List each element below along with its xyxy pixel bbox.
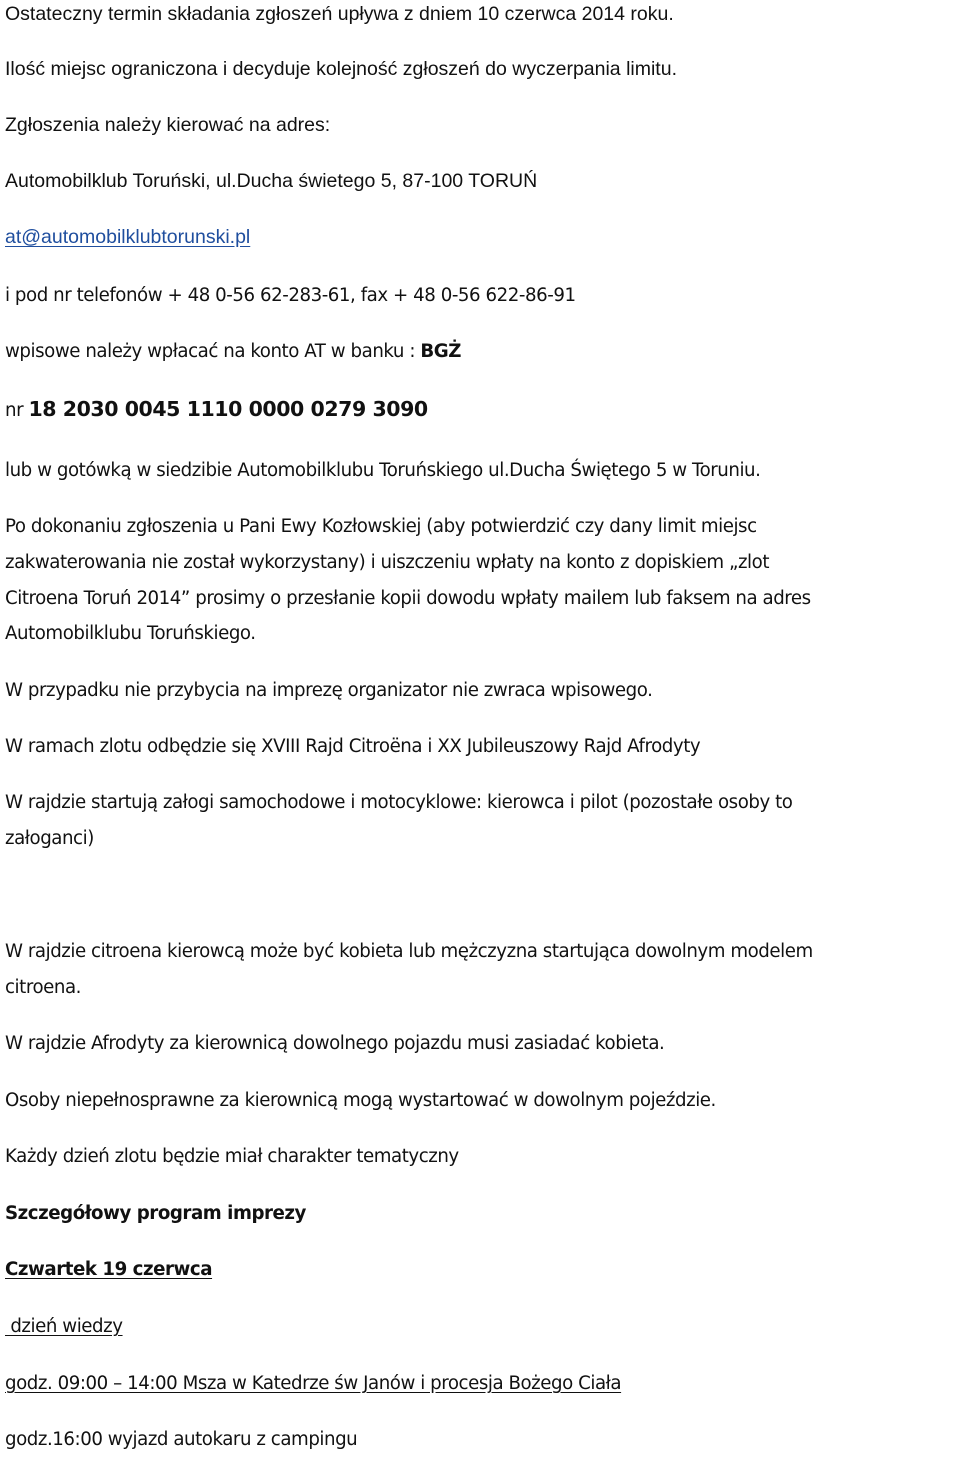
cash-payment-text: lub w gotówką w siedzibie Automobilklubu Toruńskiego ul.Ducha Świętego 5 w Toruniu. [5, 460, 761, 481]
confirmation-line: Po dokonaniu zgłoszenia u Pani Ewy Kozłowskiej (aby potwierdzić czy dany limit miejsc [5, 516, 757, 537]
bank-info [5, 334, 461, 369]
address-intro: Zgłoszenia należy kierować na adres: [5, 114, 331, 136]
theme-note: Każdy dzień zlotu będzie miał charakter tematyczny [5, 1146, 459, 1167]
deadline-text: Ostateczny termin składania zgłoszeń upływa z dniem 10 czerwca 2014 roku. [5, 3, 674, 25]
confirmation-line: Citroena Toruń 2014” prosimy o przesłanie kopii dowodu wpłaty mailem lub faksem na adres [5, 588, 811, 609]
afrodyta-driver-text: W rajdzie Afrodyty za kierownicą dowolnego pojazdu musi zasiadać kobieta. [5, 1033, 665, 1054]
crews-line: W rajdzie startują załogi samochodowe i motocyklowe: kierowca i pilot (pozostałe osoby to [5, 792, 793, 813]
confirmation-line: Automobilklubu Toruńskiego. [5, 623, 256, 644]
address-text: Automobilklub Toruński, ul.Ducha świetego 5, 87-100 TORUŃ [5, 170, 538, 192]
confirmation-line: zakwaterowania nie został wykorzystany) i uiszczeniu wpłaty na konto z dopiskiem „zlot [5, 552, 770, 573]
schedule-item: godz. 09:00 – 14:00 Msza w Katedrze św Janów i procesja Bożego Ciała [5, 1373, 622, 1394]
day-theme: dzień wiedzy [5, 1316, 123, 1337]
citroen-driver-line: citroena. [5, 977, 81, 998]
limit-note: Ilość miejsc ograniczona i decyduje kolejność zgłoszeń do wyczerpania limitu. [5, 58, 677, 80]
no-refund-text: W przypadku nie przybycia na imprezę organizator nie zwraca wpisowego. [5, 680, 653, 701]
rallies-text: W ramach zlotu odbędzie się XVIII Rajd Citroëna i XX Jubileuszowy Rajd Afrodyty [5, 736, 701, 757]
bank-intro: wpisowe należy wpłacać na konto AT w banku : [5, 341, 421, 362]
schedule-item: godz.16:00 wyjazd autokaru z campingu [5, 1429, 358, 1450]
phone-fax-text: i pod nr telefonów + 48 0-56 62-283-61, fax + 48 0-56 622-86-91 [5, 285, 576, 306]
day-heading: Czwartek 19 czerwca [5, 1259, 213, 1280]
disabled-drivers-text: Osoby niepełnosprawne za kierownicą mogą wystartować w dowolnym pojeździe. [5, 1090, 716, 1111]
email-link[interactable]: at@automobilklubtorunski.pl [5, 226, 251, 248]
crews-line: załoganci) [5, 828, 94, 849]
account-info [5, 392, 428, 428]
program-heading: Szczegółowy program imprezy [5, 1203, 306, 1224]
account-prefix: nr [5, 400, 29, 421]
citroen-driver-line: W rajdzie citroena kierowcą może być kobieta lub mężczyzna startująca dowolnym modelem [5, 941, 813, 962]
bank-name: BGŻ [420, 341, 461, 362]
account-number: 18 2030 0045 1110 0000 0279 3090 [28, 397, 428, 421]
